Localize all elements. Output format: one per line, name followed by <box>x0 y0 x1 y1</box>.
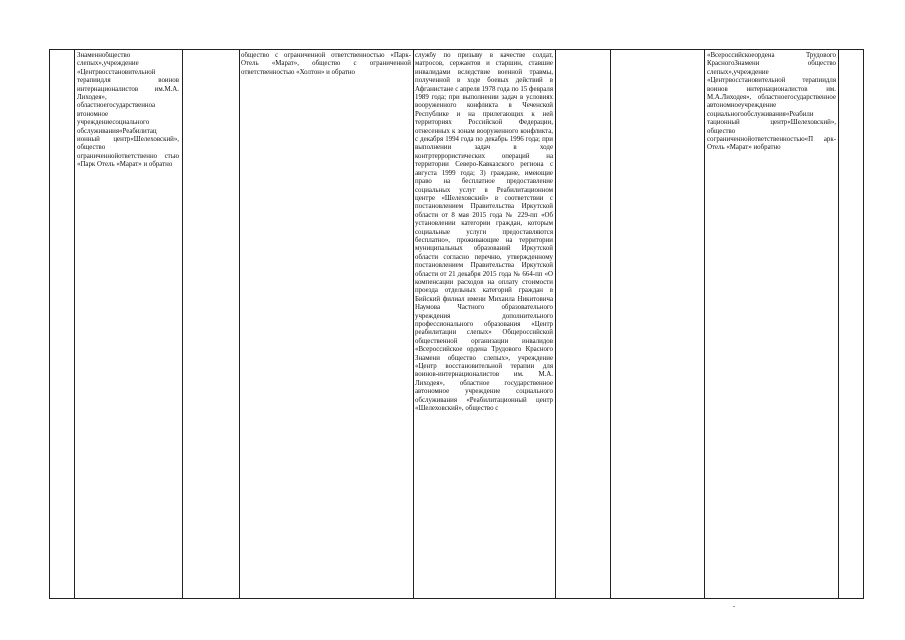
column-divider-7 <box>704 49 705 599</box>
column-divider-1 <box>74 49 75 599</box>
cell-eligible-categories: службу по призыву в качестве солдат, матросов, сержантов и старшин, ставшие инвалидами вследствие военной травмы, полученной в ходе боевых действий в Афганистане с апреля 1978 года по 15 февраля 1989 года; при выполнении задач в условиях вооруженного конфликта в Чеченской Республике и на прилегающих к ней территориях Российской Федерации, отнесенных к зонам вооруженного конфликта, с декабря 1994 года по декабрь 1996 года; при выполнении задач в ходе контртеррористических операций на территории Северо-Кавказского региона с августа 1999 года; 3) граждане, имеющие право на бесплатное предоставление социальных услуг в Реабилитационном центре «Шелеховский» в соответствии с постановлением Правительства Иркутской области от 8 мая 2015 года № 229-пп «Об установлении категории граждан, которым социальные услуги предоставляются бесплатно», проживающие на территории муниципальных образований Иркутской области согласно перечню, утвержденному постановлением Правительства Иркутской области от 21 декабря 2015 года № 664-пп «О компенсации расходов на оплату стоимости проезда отдельных категорий граждан в Бийский филиал имени Михаила Никитовича Наумова Частного образовательного учреждения дополнительного профессионального образования «Центр реабилитации слепых» Общероссийской общественной организации инвалидов «Всероссийское ордена Трудового Красного Знамени общество слепых», учреждение «Центр восстановительной терапии для воинов-интернационалистов им. М.А. Лиходея», областное государственное автономное учреждение социального обслуживания «Реабилитационный центр «Шелеховский», общество с <box>415 52 553 413</box>
cell-route-description: Знаменнобщество слепых»,учреждение «Центрвосстановительной терапиидля воинов интернационалистов им.М.А. Лиходея», областноегосударственноа втономное учреждениесоциального обслуживания«Реабилитац ионный центр«Шелеховский», общество ограниченнойответственно стью «Парк Отель «Марат» и обратно <box>77 52 179 169</box>
cell-route-description-copy: «Всероссийскоеордена Трудового КрасногоЗнамени общество слепых»,учреждение «Центрвосстановительной терапиидля воинов интернационалистов им. М.А.Лиходея», областноегосударственное автономноеучреждение социальногообслуживания«Реабили тационный центр«Шелеховский», общество сограниченнойответственностью«П арк-Отель «Марат» иобратно <box>707 52 836 152</box>
column-divider-6 <box>610 49 611 599</box>
cell-organizations: общество с ограниченной ответственностью «Парк-Отель «Марат», общество с ограниченной ответственностью «Холтон» и обратно <box>241 52 411 76</box>
column-divider-4 <box>413 49 414 599</box>
column-divider-2 <box>182 49 183 599</box>
scan-speck <box>733 606 735 607</box>
column-divider-5 <box>555 49 556 599</box>
column-divider-8 <box>838 49 839 599</box>
column-divider-3 <box>239 49 240 599</box>
